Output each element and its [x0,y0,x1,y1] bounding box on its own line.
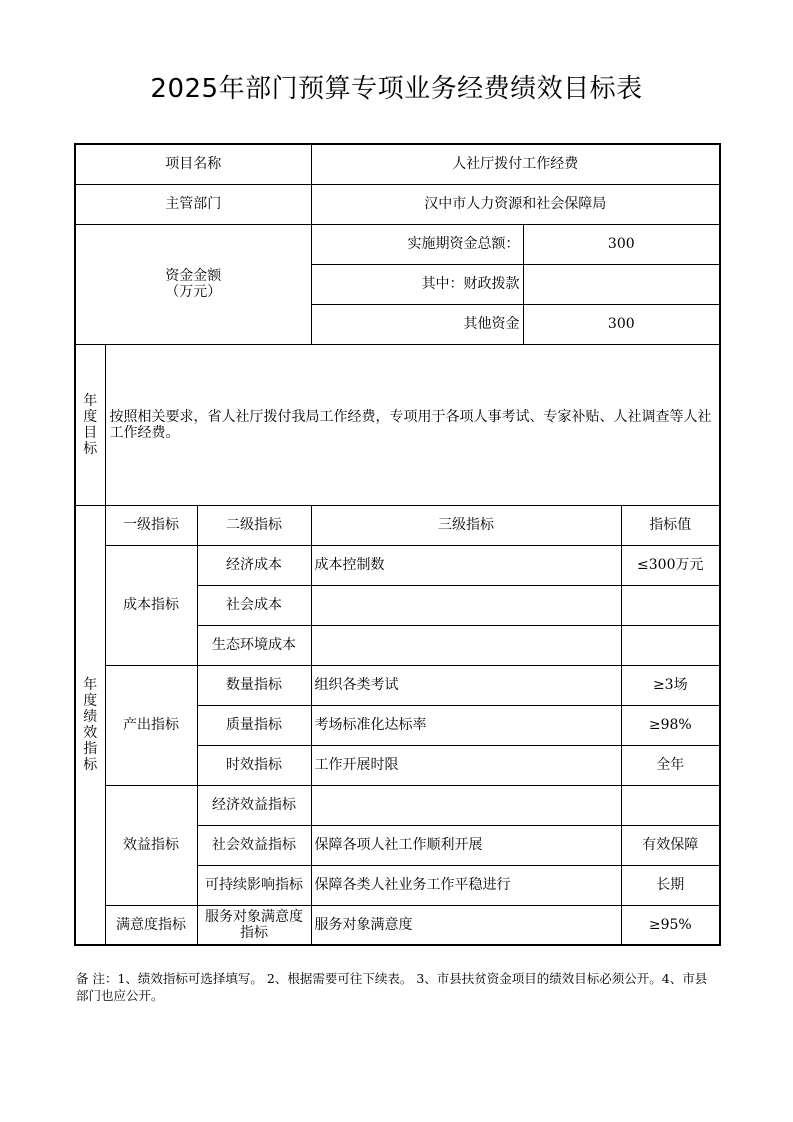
table-row [75,905,720,945]
indicator-header-row [75,505,720,545]
performance-target-table [74,143,721,946]
level3-cell: 保障各项人社工作顺利开展 [311,825,621,865]
department-value: 汉中市人力资源和社会保障局 [311,184,720,224]
annual-goal-label: 年 度 目 标 [75,344,105,505]
header-value: 指标值 [621,505,720,545]
level2-cell: 生态环境成本 [197,625,311,665]
table-row [75,665,720,705]
footnote: 备 注：1、绩效指标可选择填写。 2、根据需要可往下续表。 3、市县扶贫资金项目的绩效目标必须公开。4、市县部门也应公开。 [76,971,708,1003]
value-cell: 全年 [621,745,720,785]
level3-cell [311,585,621,625]
value-cell: ≥3场 [621,665,720,705]
funds-label [75,224,311,344]
level3-cell: 服务对象满意度 [311,905,621,945]
value-cell: ≥95% [621,905,720,945]
funds-label-line1: 资金金额 [165,268,222,284]
level1-cost: 成本指标 [105,545,197,665]
value-cell [621,785,720,825]
funds-total-label: 实施期资金总额： [311,224,523,264]
level1-satisfaction: 满意度指标 [105,905,197,945]
level3-cell: 保障各类人社业务工作平稳进行 [311,865,621,905]
level3-cell [311,785,621,825]
funds-total-row [75,224,720,264]
level2-cell: 社会效益指标 [197,825,311,865]
level2-cell: 可持续影响指标 [197,865,311,905]
level2-cell: 数量指标 [197,665,311,705]
table-row [75,545,720,585]
value-cell [621,585,720,625]
level2-cell: 时效指标 [197,745,311,785]
header-level1: 一级指标 [105,505,197,545]
level2-cell: 经济成本 [197,545,311,585]
annual-goal-row [75,344,720,505]
department-label: 主管部门 [75,184,311,224]
level2-cell: 社会成本 [197,585,311,625]
table-row [75,785,720,825]
value-cell: 长期 [621,865,720,905]
project-name-label: 项目名称 [75,144,311,184]
project-row [75,144,720,184]
level2-cell: 经济效益指标 [197,785,311,825]
project-name-value: 人社厅拨付工作经费 [311,144,720,184]
header-level3: 三级指标 [311,505,621,545]
level3-cell: 工作开展时限 [311,745,621,785]
value-cell: ≥98% [621,705,720,745]
value-cell: ≤300万元 [621,545,720,585]
annual-goal-text: 按照相关要求，省人社厅拨付我局工作经费，专项用于各项人事考试、专家补贴、人社调查等人社工作经费。 [105,344,720,505]
page-title: 2025年部门预算专项业务经费绩效目标表 [150,74,643,104]
funds-fiscal-label: 其中：财政拨款 [311,264,523,304]
funds-total-value: 300 [523,224,720,264]
funds-other-value: 300 [523,304,720,344]
level3-cell: 考场标准化达标率 [311,705,621,745]
level2-cell: 质量指标 [197,705,311,745]
value-cell: 有效保障 [621,825,720,865]
level3-cell [311,625,621,665]
funds-other-label: 其他资金 [311,304,523,344]
level1-benefit: 效益指标 [105,785,197,905]
level3-cell: 成本控制数 [311,545,621,585]
performance-indicators-label: 年 度 绩 效 指 标 [75,505,105,945]
value-cell [621,625,720,665]
level2-cell: 服务对象满意度指标 [197,905,311,945]
level1-output: 产出指标 [105,665,197,785]
department-row [75,184,720,224]
funds-label-line2: （万元） [165,284,222,300]
funds-fiscal-value [523,264,720,304]
header-level2: 二级指标 [197,505,311,545]
level3-cell: 组织各类考试 [311,665,621,705]
